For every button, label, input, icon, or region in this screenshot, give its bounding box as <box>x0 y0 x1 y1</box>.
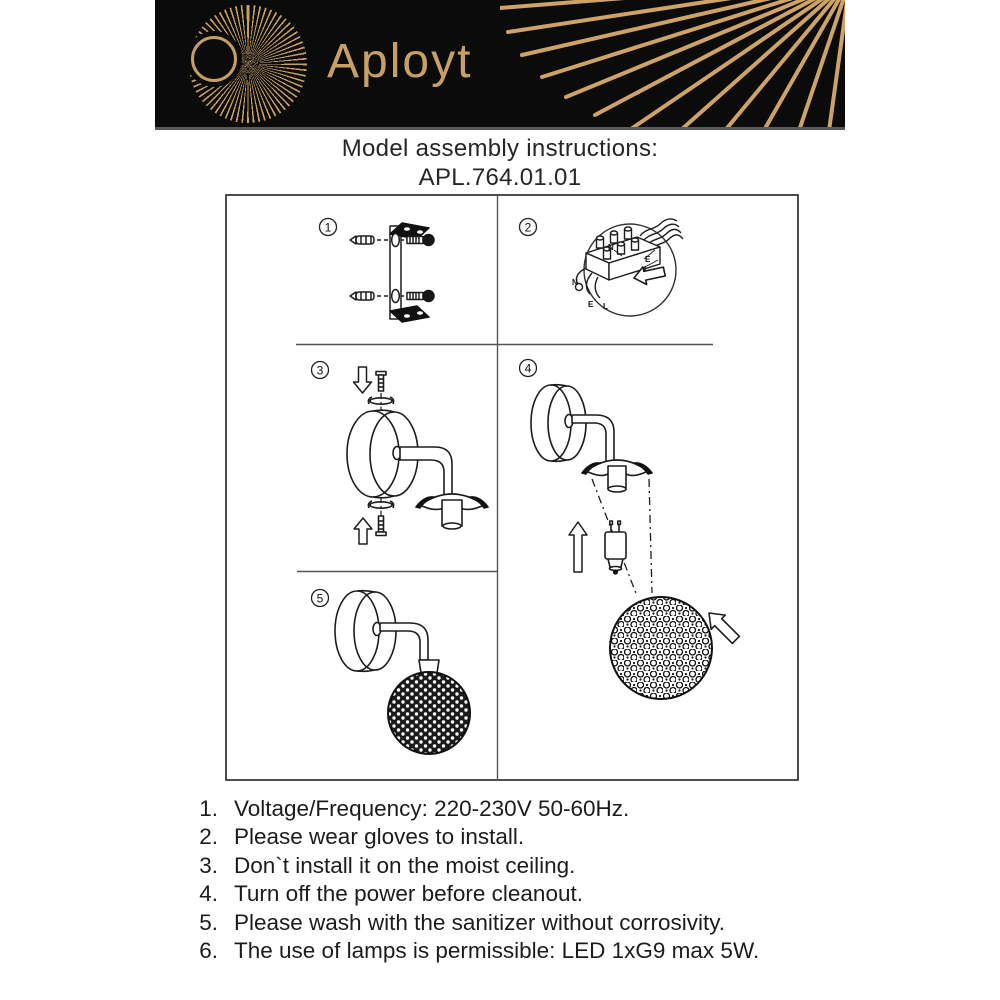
crystal-globe <box>388 672 470 754</box>
wire-label-n-bottom: N <box>572 278 578 287</box>
wire-label-l-top: L <box>644 265 649 274</box>
step-badge <box>312 362 329 379</box>
step-badges <box>312 219 537 607</box>
screw-icon <box>376 372 386 392</box>
arrow-up-icon <box>354 518 372 544</box>
note-text: Don`t install it on the moist ceiling. <box>234 852 576 878</box>
note-number: 6. <box>199 938 218 964</box>
wire-label-n-top: N <box>608 243 614 252</box>
wall-plug-icon <box>350 292 374 300</box>
step-number: 3 <box>316 363 324 378</box>
note-number: 3. <box>199 852 218 878</box>
note-text: Voltage/Frequency: 220-230V 50-60Hz. <box>234 796 630 821</box>
note-text: The use of lamps is permissible: LED 1xG9 max 5W. <box>234 938 760 964</box>
note-number: 1. <box>199 796 218 821</box>
note-number: 2. <box>199 824 218 850</box>
step2-wiring-diagram <box>572 219 683 316</box>
step1-bracket-diagram <box>350 223 434 322</box>
arrow-down-icon <box>354 367 372 393</box>
screw-icon <box>376 516 386 536</box>
wire-label-e-top: E <box>645 255 651 264</box>
note-number: 4. <box>199 881 218 907</box>
arrow-up-icon <box>569 522 587 572</box>
screw-icon <box>407 291 434 302</box>
note-item <box>190 937 870 965</box>
brand-name: Aployt <box>327 35 473 88</box>
step-number: 4 <box>524 361 532 376</box>
step-badge <box>520 360 537 377</box>
step4-bulb-globe-diagram <box>531 385 743 699</box>
page-title: Model assembly instructions: <box>341 135 659 162</box>
model-number: APL.764.01.01 <box>418 164 582 191</box>
screw-icon <box>407 235 434 246</box>
wall-plug-icon <box>350 236 374 244</box>
note-item <box>190 795 870 823</box>
shade-icon <box>416 494 488 529</box>
step-badge <box>520 219 537 236</box>
step-number: 5 <box>316 591 324 606</box>
crystal-globe <box>610 597 712 699</box>
note-text: Turn off the power before cleanout. <box>234 881 583 907</box>
note-item <box>190 852 870 880</box>
step-badge <box>312 590 329 607</box>
note-text: Please wear gloves to install. <box>234 824 525 850</box>
diagram-grid <box>226 195 798 780</box>
wire-label-l-bottom: L <box>603 302 608 311</box>
step-badge <box>320 219 337 236</box>
note-item <box>190 880 870 908</box>
step3-backplate-diagram <box>347 367 488 544</box>
notes-list <box>190 795 870 965</box>
g9-bulb-icon <box>605 521 626 574</box>
step-number: 1 <box>324 220 332 235</box>
step-number: 2 <box>524 220 532 235</box>
note-item <box>190 909 870 937</box>
wire-label-e-bottom: E <box>588 300 594 309</box>
step5-assembled-diagram <box>335 591 470 754</box>
note-text: Please wash with the sanitizer without corrosivity. <box>234 909 726 935</box>
note-number: 5. <box>199 909 218 935</box>
note-item <box>190 823 870 851</box>
shade-icon <box>582 460 652 492</box>
